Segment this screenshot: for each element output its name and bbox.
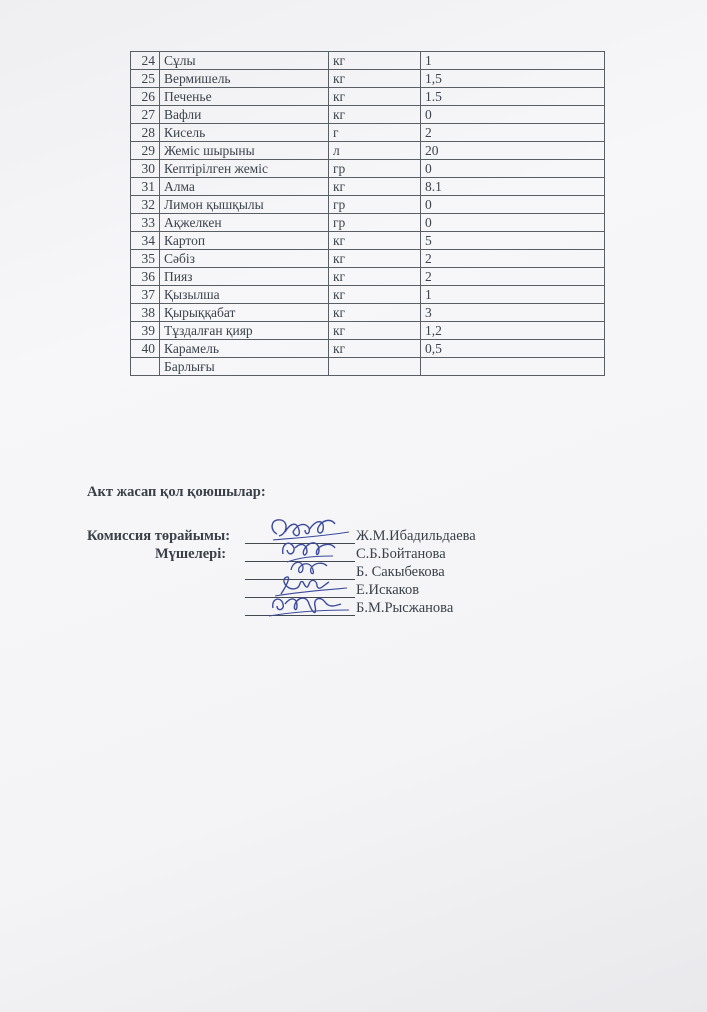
row-number: 31 — [131, 178, 160, 196]
product-name: Пияз — [160, 268, 329, 286]
unit-cell: гр — [329, 160, 421, 178]
total-row — [131, 358, 605, 376]
product-name: Кептірілген жеміс — [160, 160, 329, 178]
signer-name: С.Б.Бойтанова — [356, 546, 446, 562]
product-name: Алма — [160, 178, 329, 196]
unit-cell — [329, 358, 421, 376]
unit-cell: кг — [329, 88, 421, 106]
unit-cell: гр — [329, 214, 421, 232]
products-table-body — [131, 52, 605, 376]
unit-cell: кг — [329, 340, 421, 358]
unit-cell: кг — [329, 70, 421, 88]
quantity-cell: 0 — [421, 196, 605, 214]
quantity-cell: 5 — [421, 232, 605, 250]
table-row — [131, 232, 605, 250]
row-number: 26 — [131, 88, 160, 106]
quantity-cell: 1,2 — [421, 322, 605, 340]
signer-name: Б. Сакыбекова — [356, 564, 445, 580]
product-name: Карамель — [160, 340, 329, 358]
table-row — [131, 214, 605, 232]
product-name: Вермишель — [160, 70, 329, 88]
quantity-cell: 1,5 — [421, 70, 605, 88]
table-row — [131, 340, 605, 358]
product-name: Кисель — [160, 124, 329, 142]
table-row — [131, 178, 605, 196]
quantity-cell: 20 — [421, 142, 605, 160]
total-label: Барлығы — [160, 358, 329, 376]
row-number: 33 — [131, 214, 160, 232]
table-row — [131, 286, 605, 304]
quantity-cell: 0 — [421, 214, 605, 232]
row-number — [131, 358, 160, 376]
unit-cell: кг — [329, 232, 421, 250]
row-number: 24 — [131, 52, 160, 70]
table-row — [131, 142, 605, 160]
unit-cell: л — [329, 142, 421, 160]
signers-heading: Акт жасап қол қоюшылар: — [87, 484, 266, 500]
product-name: Тұздалған қияр — [160, 322, 329, 340]
table-row — [131, 250, 605, 268]
product-name: Печенье — [160, 88, 329, 106]
table-row — [131, 52, 605, 70]
quantity-cell: 2 — [421, 250, 605, 268]
row-number: 34 — [131, 232, 160, 250]
unit-cell: кг — [329, 250, 421, 268]
table-row — [131, 160, 605, 178]
table-row — [131, 196, 605, 214]
product-name: Вафли — [160, 106, 329, 124]
product-name: Картоп — [160, 232, 329, 250]
signature-scribble-5 — [263, 588, 353, 622]
products-table — [130, 51, 605, 376]
row-number: 28 — [131, 124, 160, 142]
quantity-cell: 1.5 — [421, 88, 605, 106]
quantity-cell: 8.1 — [421, 178, 605, 196]
row-number: 35 — [131, 250, 160, 268]
unit-cell: кг — [329, 322, 421, 340]
unit-cell: кг — [329, 268, 421, 286]
row-number: 39 — [131, 322, 160, 340]
row-number: 37 — [131, 286, 160, 304]
row-number: 27 — [131, 106, 160, 124]
signer-name: Ж.М.Ибадильдаева — [356, 528, 476, 544]
product-name: Қырыққабат — [160, 304, 329, 322]
quantity-cell — [421, 358, 605, 376]
table-row — [131, 106, 605, 124]
product-name: Сәбіз — [160, 250, 329, 268]
table-row — [131, 304, 605, 322]
signer-name: Б.М.Рысжанова — [356, 600, 454, 616]
row-number: 38 — [131, 304, 160, 322]
members-label: Мүшелері: — [155, 546, 227, 562]
unit-cell: кг — [329, 304, 421, 322]
product-name: Сұлы — [160, 52, 329, 70]
quantity-cell: 0 — [421, 160, 605, 178]
row-number: 32 — [131, 196, 160, 214]
row-number: 40 — [131, 340, 160, 358]
row-number: 30 — [131, 160, 160, 178]
quantity-cell: 1 — [421, 52, 605, 70]
quantity-cell: 3 — [421, 304, 605, 322]
row-number: 36 — [131, 268, 160, 286]
quantity-cell: 1 — [421, 286, 605, 304]
chair-label: Комиссия төрайымы: — [87, 528, 231, 544]
row-number: 25 — [131, 70, 160, 88]
unit-cell: гр — [329, 196, 421, 214]
row-number: 29 — [131, 142, 160, 160]
unit-cell: кг — [329, 286, 421, 304]
unit-cell: кг — [329, 178, 421, 196]
product-name: Лимон қышқылы — [160, 196, 329, 214]
quantity-cell: 0,5 — [421, 340, 605, 358]
table-row — [131, 322, 605, 340]
signer-name: Е.Искаков — [356, 582, 420, 598]
table-row — [131, 268, 605, 286]
product-name: Ақжелкен — [160, 214, 329, 232]
unit-cell: кг — [329, 52, 421, 70]
table-row — [131, 70, 605, 88]
product-name: Қызылша — [160, 286, 329, 304]
quantity-cell: 2 — [421, 268, 605, 286]
quantity-cell: 2 — [421, 124, 605, 142]
table-row — [131, 124, 605, 142]
quantity-cell: 0 — [421, 106, 605, 124]
unit-cell: кг — [329, 106, 421, 124]
table-row — [131, 88, 605, 106]
unit-cell: г — [329, 124, 421, 142]
product-name: Жеміс шырыны — [160, 142, 329, 160]
